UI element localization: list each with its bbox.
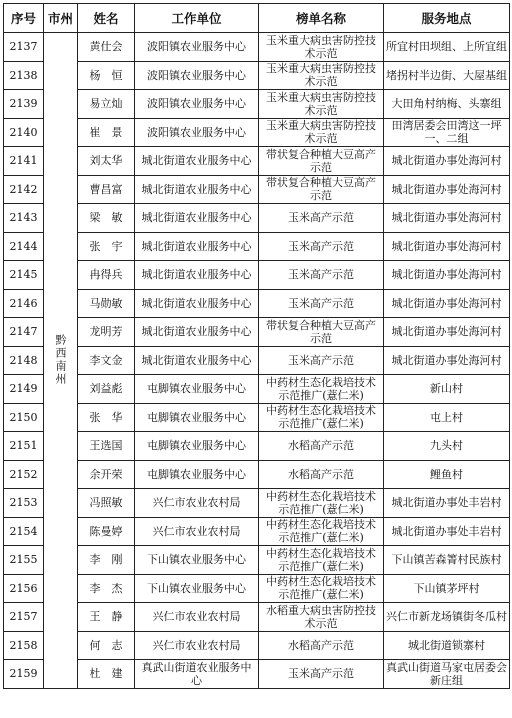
cell-name: 余开荣 xyxy=(78,460,135,489)
cell-serial: 2159 xyxy=(4,660,44,689)
cell-work-unit: 城北街道农业服务中心 xyxy=(135,204,259,233)
cell-serial: 2139 xyxy=(4,90,44,119)
table-row xyxy=(4,318,510,347)
cell-serial: 2158 xyxy=(4,631,44,660)
cell-name: 王选国 xyxy=(78,432,135,461)
cell-serial: 2147 xyxy=(4,318,44,347)
header-serial: 序号 xyxy=(4,4,44,33)
cell-service-location: 城北街道办事处海河村 xyxy=(384,147,510,176)
cell-work-unit: 波阳镇农业服务中心 xyxy=(135,90,259,119)
cell-work-unit: 城北街道农业服务中心 xyxy=(135,346,259,375)
cell-work-unit: 兴仁市农业农村局 xyxy=(135,489,259,518)
cell-list-name: 玉米重大病虫害防控技术示范 xyxy=(259,33,384,62)
table-row xyxy=(4,261,510,290)
table-row xyxy=(4,631,510,660)
cell-service-location: 城北街道办事处海河村 xyxy=(384,289,510,318)
cell-service-location: 城北街道办事处海河村 xyxy=(384,346,510,375)
cell-service-location: 城北街道办事处丰岩村 xyxy=(384,517,510,546)
cell-list-name: 中药材生态化栽培技术示范推广(薏仁米) xyxy=(259,489,384,518)
cell-service-location: 九头村 xyxy=(384,432,510,461)
table-row xyxy=(4,118,510,147)
cell-work-unit: 屯脚镇农业服务中心 xyxy=(135,375,259,404)
table-row xyxy=(4,289,510,318)
cell-name: 黄仕会 xyxy=(78,33,135,62)
cell-work-unit: 兴仁市农业农村局 xyxy=(135,603,259,632)
header-name: 姓名 xyxy=(78,4,135,33)
cell-list-name: 中药材生态化栽培技术示范推广(薏仁米) xyxy=(259,403,384,432)
cell-service-location: 下山镇茅坪村 xyxy=(384,574,510,603)
cell-serial: 2154 xyxy=(4,517,44,546)
cell-name: 崔 景 xyxy=(78,118,135,147)
cell-service-location: 城北街道锁寨村 xyxy=(384,631,510,660)
cell-serial: 2157 xyxy=(4,603,44,632)
cell-service-location: 下山镇苦森箐村民族村 xyxy=(384,546,510,575)
table-row xyxy=(4,432,510,461)
cell-serial: 2146 xyxy=(4,289,44,318)
cell-service-location: 所宜村田坝组、上所宜组 xyxy=(384,33,510,62)
cell-serial: 2156 xyxy=(4,574,44,603)
cell-name: 易立灿 xyxy=(78,90,135,119)
table-row xyxy=(4,232,510,261)
header-row xyxy=(4,4,510,33)
table-header xyxy=(4,4,510,33)
cell-list-name: 中药材生态化栽培技术示范推广(薏仁米) xyxy=(259,517,384,546)
cell-name: 龙明芳 xyxy=(78,318,135,347)
cell-name: 梁 敏 xyxy=(78,204,135,233)
cell-service-location: 城北街道办事处海河村 xyxy=(384,318,510,347)
cell-work-unit: 真武山街道农业服务中心 xyxy=(135,660,259,689)
cell-service-location: 田湾居委会田湾这一坪一、二组 xyxy=(384,118,510,147)
header-service-location: 服务地点 xyxy=(384,4,510,33)
cell-name: 冉得兵 xyxy=(78,261,135,290)
cell-serial: 2151 xyxy=(4,432,44,461)
header-list-name: 榜单名称 xyxy=(259,4,384,33)
cell-list-name: 玉米高产示范 xyxy=(259,204,384,233)
table-row xyxy=(4,375,510,404)
cell-work-unit: 波阳镇农业服务中心 xyxy=(135,61,259,90)
cell-list-name: 水稻高产示范 xyxy=(259,460,384,489)
cell-name: 杨 恒 xyxy=(78,61,135,90)
cell-list-name: 带状复合种植大豆高产示范 xyxy=(259,147,384,176)
table-row xyxy=(4,546,510,575)
cell-list-name: 玉米重大病虫害防控技术示范 xyxy=(259,90,384,119)
cell-name: 张 宇 xyxy=(78,232,135,261)
table-row xyxy=(4,403,510,432)
cell-work-unit: 下山镇农业服务中心 xyxy=(135,574,259,603)
table-row xyxy=(4,33,510,62)
cell-serial: 2149 xyxy=(4,375,44,404)
cell-service-location: 堵拐村半边街、大屋基组 xyxy=(384,61,510,90)
table-row xyxy=(4,147,510,176)
header-work-unit: 工作单位 xyxy=(135,4,259,33)
cell-serial: 2141 xyxy=(4,147,44,176)
cell-work-unit: 兴仁市农业农村局 xyxy=(135,631,259,660)
cell-name: 李 杰 xyxy=(78,574,135,603)
cell-serial: 2143 xyxy=(4,204,44,233)
table-row xyxy=(4,460,510,489)
cell-name: 马勋敏 xyxy=(78,289,135,318)
cell-serial: 2144 xyxy=(4,232,44,261)
cell-list-name: 玉米高产示范 xyxy=(259,289,384,318)
cell-work-unit: 城北街道农业服务中心 xyxy=(135,289,259,318)
cell-name: 冯照敏 xyxy=(78,489,135,518)
cell-work-unit: 屯脚镇农业服务中心 xyxy=(135,403,259,432)
cell-serial: 2137 xyxy=(4,33,44,62)
cell-list-name: 中药材生态化栽培技术示范推广(薏仁米) xyxy=(259,546,384,575)
cell-list-name: 带状复合种植大豆高产示范 xyxy=(259,175,384,204)
cell-serial: 2145 xyxy=(4,261,44,290)
cell-list-name: 玉米重大病虫害防控技术示范 xyxy=(259,118,384,147)
cell-service-location: 大田角村纳梅、头寨组 xyxy=(384,90,510,119)
cell-serial: 2140 xyxy=(4,118,44,147)
cell-list-name: 玉米高产示范 xyxy=(259,346,384,375)
cell-name: 杜 建 xyxy=(78,660,135,689)
table-row xyxy=(4,660,510,689)
cell-name: 王 静 xyxy=(78,603,135,632)
cell-name: 曹昌富 xyxy=(78,175,135,204)
cell-name: 张 华 xyxy=(78,403,135,432)
table-row xyxy=(4,61,510,90)
cell-serial: 2142 xyxy=(4,175,44,204)
cell-serial: 2153 xyxy=(4,489,44,518)
cell-list-name: 玉米重大病虫害防控技术示范 xyxy=(259,61,384,90)
cell-service-location: 真武山街道马家屯居委会新庄组 xyxy=(384,660,510,689)
cell-work-unit: 城北街道农业服务中心 xyxy=(135,147,259,176)
cell-service-location: 兴仁市新龙场镇街冬瓜村 xyxy=(384,603,510,632)
cell-list-name: 水稻重大病虫害防控技术示范 xyxy=(259,603,384,632)
cell-service-location: 城北街道办事处海河村 xyxy=(384,204,510,233)
table-row xyxy=(4,517,510,546)
cell-work-unit: 屯脚镇农业服务中心 xyxy=(135,432,259,461)
cell-work-unit: 兴仁市农业农村局 xyxy=(135,517,259,546)
award-roster-table xyxy=(3,3,510,689)
cell-work-unit: 下山镇农业服务中心 xyxy=(135,546,259,575)
cell-list-name: 水稻高产示范 xyxy=(259,432,384,461)
cell-name: 李 刚 xyxy=(78,546,135,575)
cell-service-location: 城北街道办事处海河村 xyxy=(384,232,510,261)
cell-list-name: 水稻高产示范 xyxy=(259,631,384,660)
cell-service-location: 新山村 xyxy=(384,375,510,404)
cell-list-name: 玉米高产示范 xyxy=(259,660,384,689)
table-row xyxy=(4,574,510,603)
table-row xyxy=(4,603,510,632)
cell-city: 黔西南州 xyxy=(44,33,78,689)
cell-work-unit: 波阳镇农业服务中心 xyxy=(135,33,259,62)
cell-serial: 2148 xyxy=(4,346,44,375)
cell-service-location: 城北街道办事处海河村 xyxy=(384,261,510,290)
table-row xyxy=(4,175,510,204)
table-body xyxy=(4,33,510,689)
cell-service-location: 鲤鱼村 xyxy=(384,460,510,489)
cell-work-unit: 城北街道农业服务中心 xyxy=(135,232,259,261)
cell-name: 何 志 xyxy=(78,631,135,660)
cell-serial: 2150 xyxy=(4,403,44,432)
cell-work-unit: 城北街道农业服务中心 xyxy=(135,175,259,204)
cell-list-name: 中药材生态化栽培技术示范推广(薏仁米) xyxy=(259,574,384,603)
cell-serial: 2138 xyxy=(4,61,44,90)
cell-service-location: 城北街道办事处丰岩村 xyxy=(384,489,510,518)
cell-service-location: 城北街道办事处海河村 xyxy=(384,175,510,204)
cell-work-unit: 城北街道农业服务中心 xyxy=(135,318,259,347)
cell-service-location: 屯上村 xyxy=(384,403,510,432)
cell-name: 刘太华 xyxy=(78,147,135,176)
cell-name: 李文金 xyxy=(78,346,135,375)
cell-list-name: 带状复合种植大豆高产示范 xyxy=(259,318,384,347)
cell-work-unit: 屯脚镇农业服务中心 xyxy=(135,460,259,489)
table-row xyxy=(4,90,510,119)
cell-list-name: 玉米高产示范 xyxy=(259,261,384,290)
cell-name: 刘益彪 xyxy=(78,375,135,404)
table-row xyxy=(4,346,510,375)
cell-serial: 2155 xyxy=(4,546,44,575)
cell-name: 陈曼婷 xyxy=(78,517,135,546)
header-city: 市州 xyxy=(44,4,78,33)
cell-list-name: 玉米高产示范 xyxy=(259,232,384,261)
cell-list-name: 中药材生态化栽培技术示范推广(薏仁米) xyxy=(259,375,384,404)
table-row xyxy=(4,204,510,233)
cell-work-unit: 城北街道农业服务中心 xyxy=(135,261,259,290)
table-row xyxy=(4,489,510,518)
cell-work-unit: 波阳镇农业服务中心 xyxy=(135,118,259,147)
cell-serial: 2152 xyxy=(4,460,44,489)
